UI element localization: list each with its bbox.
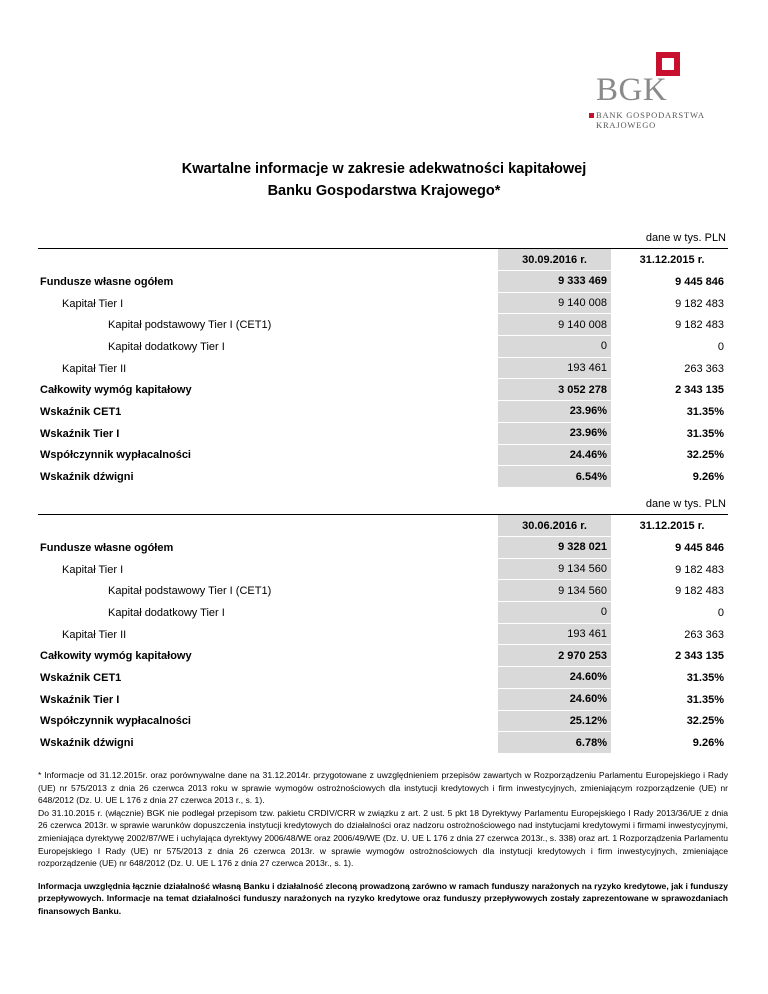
value-cell-previous [616, 689, 728, 711]
column-header-previous [616, 515, 728, 537]
value-cell-current [498, 314, 611, 336]
page-title [0, 158, 768, 202]
table-row [38, 580, 728, 602]
row-label: Współczynnik wypłacalności [40, 449, 191, 462]
table-row [38, 271, 728, 293]
value-cell-current [498, 379, 611, 401]
value-cell-previous [616, 466, 728, 488]
value-cell-previous [616, 537, 728, 559]
table-row [38, 537, 728, 559]
footnote [38, 769, 728, 918]
value-cell-previous [616, 580, 728, 602]
row-label: Fundusze własne ogółem [40, 275, 174, 288]
value-current: 3 052 278 [558, 383, 607, 396]
value-previous: 31.35% [686, 427, 724, 440]
table-row [38, 624, 728, 646]
row-label: Wskaźnik CET1 [40, 671, 122, 684]
column-header-current [498, 249, 611, 271]
footnote-text-2: Do 31.10.2015 r. (włącznie) BGK nie podlegał przepisom tzw. pakietu CRDIV/CRR w związku z art. 2 ust. 5 pkt 18 Dyrektywy Parlamentu Europejskiego I Rady 2013/36/UE z dnia 26 czerwca 2013r. w sprawie warunków dopuszczenia instytucji kredytowych do działalności oraz nadzoru ostrożnościowego nad instytucjami kredytowymi i firmami inwestycyjnymi, zmieniająca dyrektywę 2002/87/WE i uchylająca dyrektywy 2006/48/WE oraz 2006/49/WE (Dz. U. UE L 176 z dnia 27 czerwca 2013r., s. 338) oraz art. 1 Rozporządzenia Parlamentu Europejskiego I Rady (UE) nr 575/2013 z dnia 26 czerwca 2013r. w sprawie wymogów ostrożnościowych dla instytucji kredytowych i firm inwestycyjnych, zmieniające rozporządzenie (UE) nr 648/2012 (Dz. U. UE L 176 z dnia 27 czerwca 2013r., s. 1). [38, 807, 728, 869]
value-cell-previous [616, 271, 728, 293]
row-label: Całkowity wymóg kapitałowy [40, 384, 192, 397]
value-cell-previous [616, 293, 728, 315]
column-header-current-label: 30.09.2016 r. [522, 253, 587, 266]
value-cell-previous [616, 401, 728, 423]
value-cell-current [498, 401, 611, 423]
value-cell-previous [616, 379, 728, 401]
value-cell-current [498, 559, 611, 581]
value-current: 9 333 469 [558, 275, 607, 288]
table-row [38, 423, 728, 445]
value-cell-previous [616, 624, 728, 646]
row-label: Wskaźnik dźwigni [40, 737, 134, 750]
value-current: 9 140 008 [558, 318, 607, 331]
row-label: Kapitał Tier II [62, 628, 127, 641]
row-label: Wskaźnik Tier I [40, 693, 120, 706]
column-header-current-label: 30.06.2016 r. [522, 519, 587, 532]
value-current: 23.96% [569, 405, 607, 418]
value-cell-current [498, 667, 611, 689]
table-row [38, 379, 728, 401]
logo-mark-icon [589, 113, 594, 118]
table-row [38, 559, 728, 581]
row-label: Wskaźnik Tier I [40, 427, 120, 440]
row-label: Kapitał podstawowy Tier I (CET1) [108, 319, 272, 332]
value-current: 9 134 560 [558, 584, 607, 597]
value-cell-previous [616, 559, 728, 581]
table-header-row [38, 248, 728, 271]
title-line-2: Banku Gospodarstwa Krajowego* [267, 183, 501, 199]
footnote-note: Informacja uwzględnia łącznie działalność własną Banku i działalność zleconą prowadzoną zarówno w ramach funduszy narażonych na ryzyko kredytowe, jak i funduszy przepływowych. Informacje na temat działalności funduszy narażonych na ryzyko kredytowe oraz funduszy przepływowych zostały zaprezentowane w sprawozdaniach finansowych Banku. [38, 880, 728, 916]
value-current: 6.78% [575, 736, 607, 749]
value-cell-previous [616, 445, 728, 467]
column-header-previous-label: 31.12.2015 r. [639, 520, 705, 532]
row-label: Kapitał Tier II [62, 362, 127, 375]
value-cell-previous [616, 667, 728, 689]
value-current: 2 970 253 [558, 649, 607, 662]
value-cell-current [498, 602, 611, 624]
bgk-logo [596, 52, 736, 130]
table-row [38, 293, 728, 315]
value-previous: 32.25% [686, 715, 724, 728]
value-cell-current [498, 732, 611, 754]
row-label: Kapitał podstawowy Tier I (CET1) [108, 585, 272, 598]
value-current: 24.46% [569, 448, 607, 461]
value-previous: 2 343 135 [675, 384, 724, 397]
value-previous: 9 445 846 [675, 275, 724, 288]
value-previous: 263 363 [684, 362, 724, 375]
value-current: 9 134 560 [558, 563, 607, 576]
value-previous: 263 363 [684, 628, 724, 641]
value-previous: 9 445 846 [675, 541, 724, 554]
value-cell-current [498, 689, 611, 711]
value-previous: 9 182 483 [675, 319, 724, 332]
value-cell-current [498, 445, 611, 467]
title-line-1: Kwartalne informacje w zakresie adekwatności kapitałowej [181, 161, 587, 177]
value-cell-previous [616, 732, 728, 754]
value-cell-previous [616, 358, 728, 380]
value-current: 9 328 021 [558, 541, 607, 554]
table-row [38, 602, 728, 624]
value-current: 24.60% [569, 693, 607, 706]
value-current: 193 461 [567, 628, 607, 641]
value-cell-current [498, 580, 611, 602]
column-header-current [498, 515, 611, 537]
footnote-text-1: * Informacje od 31.12.2015r. oraz porównywalne dane na 31.12.2014r. przygotowane z uwzględnieniem przepisów zawartych w Rozporządzeniu Parlamentu Europejskiego i Rady (UE) nr 575/2013 z dnia 26 czerwca 2013 roku w sprawie wymogów ostrożnościowych dla instytucji kredytowych i firm inwestycyjnych, zmieniającym rozporządzenie (UE) nr 648/2012 (Dz. U. UE L 176 z dnia 27 czerwca 2013 r., s. 1). [38, 770, 728, 806]
column-header-previous-label: 31.12.2015 r. [639, 254, 705, 266]
value-cell-previous [616, 314, 728, 336]
value-current: 193 461 [567, 362, 607, 375]
value-previous: 2 343 135 [675, 650, 724, 663]
table-row [38, 689, 728, 711]
value-cell-current [498, 624, 611, 646]
value-current: 23.96% [569, 427, 607, 440]
value-cell-current [498, 358, 611, 380]
row-label: Wskaźnik dźwigni [40, 471, 134, 484]
table-row [38, 445, 728, 467]
logo-line-2: KRAJOWEGO [596, 120, 657, 130]
table-row [38, 711, 728, 733]
capital-table-2 [38, 514, 728, 754]
value-previous: 0 [717, 340, 724, 353]
value-previous: 9 182 483 [675, 563, 724, 576]
row-label: Kapitał dodatkowy Tier I [108, 606, 225, 619]
value-cell-current [498, 645, 611, 667]
column-header-previous [616, 249, 728, 271]
value-current: 24.60% [569, 671, 607, 684]
table-1-unit: dane w tys. PLN [645, 232, 726, 244]
row-label: Fundusze własne ogółem [40, 541, 174, 554]
row-label: Kapitał dodatkowy Tier I [108, 340, 225, 353]
row-label: Współczynnik wypłacalności [40, 715, 191, 728]
value-previous: 9.26% [692, 737, 724, 750]
value-current: 9 140 008 [558, 297, 607, 310]
value-cell-previous [616, 423, 728, 445]
logo-text: BGK [596, 72, 668, 108]
value-previous: 9 182 483 [675, 297, 724, 310]
table-2-unit: dane w tys. PLN [645, 498, 726, 510]
value-previous: 31.35% [686, 693, 724, 706]
value-current: 6.54% [575, 470, 607, 483]
table-row [38, 401, 728, 423]
value-cell-current [498, 466, 611, 488]
value-cell-previous [616, 645, 728, 667]
table-row [38, 667, 728, 689]
value-previous: 0 [717, 606, 724, 619]
value-cell-current [498, 336, 611, 358]
table-row [38, 466, 728, 488]
value-cell-current [498, 423, 611, 445]
row-label: Wskaźnik CET1 [40, 405, 122, 418]
table-header-row [38, 514, 728, 537]
value-current: 25.12% [569, 714, 607, 727]
value-previous: 9 182 483 [675, 585, 724, 598]
row-label: Kapitał Tier I [62, 563, 124, 576]
value-cell-current [498, 271, 611, 293]
capital-table-1 [38, 248, 728, 488]
value-current: 0 [600, 606, 607, 619]
logo-line-1: BANK GOSPODARSTWA [596, 110, 705, 120]
table-row [38, 358, 728, 380]
value-previous: 31.35% [686, 405, 724, 418]
table-row [38, 732, 728, 754]
value-cell-previous [616, 602, 728, 624]
table-row [38, 314, 728, 336]
row-label: Całkowity wymóg kapitałowy [40, 650, 192, 663]
value-cell-previous [616, 711, 728, 733]
value-cell-current [498, 293, 611, 315]
value-cell-previous [616, 336, 728, 358]
row-label: Kapitał Tier I [62, 297, 124, 310]
value-previous: 9.26% [692, 471, 724, 484]
value-cell-current [498, 711, 611, 733]
value-cell-current [498, 537, 611, 559]
value-current: 0 [600, 340, 607, 353]
table-row [38, 645, 728, 667]
table-row [38, 336, 728, 358]
value-previous: 31.35% [686, 671, 724, 684]
value-previous: 32.25% [686, 449, 724, 462]
